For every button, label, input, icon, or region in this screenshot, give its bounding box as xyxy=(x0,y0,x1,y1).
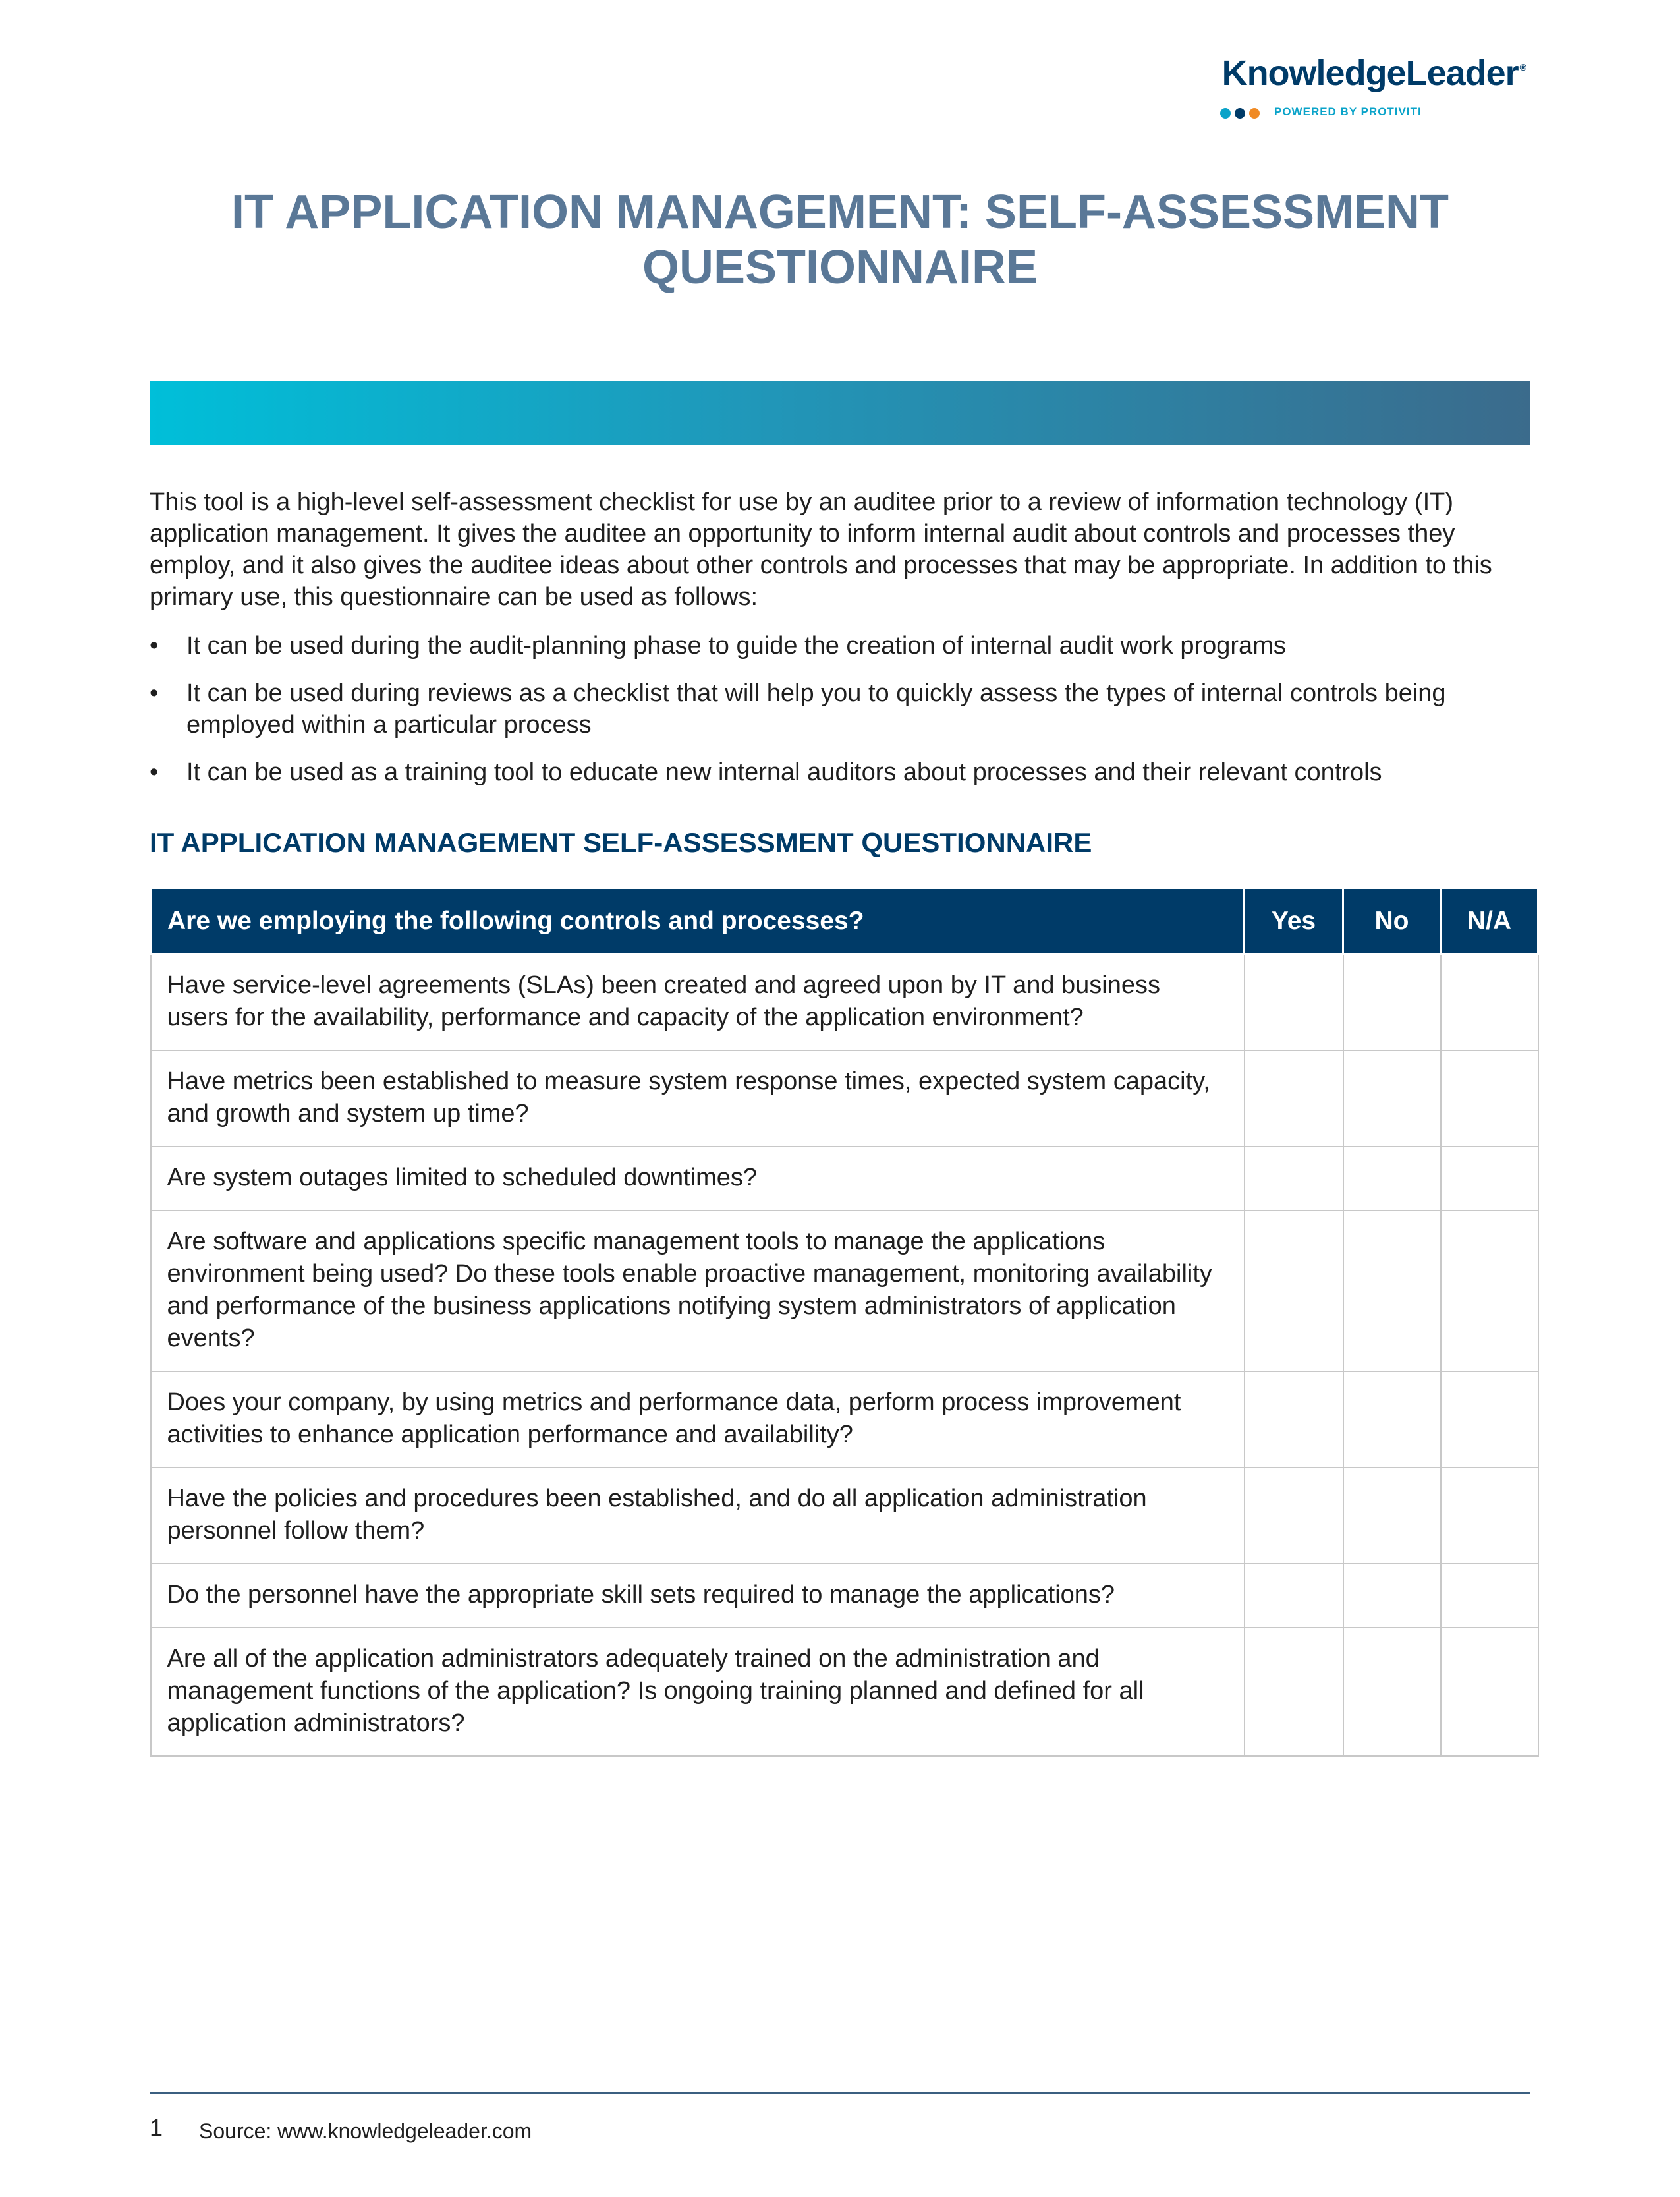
table-row xyxy=(151,954,1538,1051)
table-row xyxy=(151,1564,1538,1628)
question-cell: Does your company, by using metrics and performance data, perform process improvement activities to enhance application performance and availability? xyxy=(151,1371,1245,1468)
no-answer-cell[interactable] xyxy=(1343,1564,1441,1628)
question-cell: Have the policies and procedures been established, and do all application administration personnel follow them? xyxy=(151,1468,1245,1564)
no-answer-cell[interactable] xyxy=(1343,954,1441,1051)
question-cell: Are all of the application administrators adequately trained on the administration and management functions of the application? Is ongoing training planned and defined for all application administrators? xyxy=(151,1628,1245,1756)
na-answer-cell[interactable] xyxy=(1441,1371,1538,1468)
header-na: N/A xyxy=(1441,888,1538,954)
no-answer-cell[interactable] xyxy=(1343,1211,1441,1371)
question-cell: Are system outages limited to scheduled downtimes? xyxy=(151,1147,1245,1211)
section-heading: IT APPLICATION MANAGEMENT SELF-ASSESSMENT QUESTIONNAIRE xyxy=(150,827,1092,858)
logo-text: KnowledgeLeader xyxy=(1221,53,1519,93)
table-row xyxy=(151,1371,1538,1468)
logo-dot-1 xyxy=(1220,108,1231,119)
na-answer-cell[interactable] xyxy=(1441,1564,1538,1628)
na-answer-cell[interactable] xyxy=(1441,954,1538,1051)
no-answer-cell[interactable] xyxy=(1343,1371,1441,1468)
table-row xyxy=(151,1468,1538,1564)
logo-dot-2 xyxy=(1235,108,1245,119)
header-no: No xyxy=(1343,888,1441,954)
knowledgeleader-logo xyxy=(1157,53,1526,125)
list-item xyxy=(150,677,1530,741)
question-cell: Are software and applications specific management tools to manage the applications environment being used? Do these tools enable proactive management, monitoring availability and performance of the business applications notifying system administrators of application events? xyxy=(151,1211,1245,1371)
logo-dots-icon xyxy=(1219,107,1262,120)
bullet-text: It can be used as a training tool to educate new internal auditors about processes and their relevant controls xyxy=(186,758,1382,786)
header-gradient-banner xyxy=(150,381,1530,445)
table-row xyxy=(151,1147,1538,1211)
bullet-text: It can be used during the audit-planning phase to guide the creation of internal audit work programs xyxy=(186,632,1286,660)
no-answer-cell[interactable] xyxy=(1343,1468,1441,1564)
usage-bullet-list xyxy=(150,630,1530,804)
yes-answer-cell[interactable] xyxy=(1245,954,1343,1051)
question-cell: Have service-level agreements (SLAs) been created and agreed upon by IT and business users for the availability, performance and capacity of the application environment? xyxy=(151,954,1245,1051)
page-number: 1 xyxy=(150,2114,163,2141)
yes-answer-cell[interactable] xyxy=(1245,1211,1343,1371)
table-row xyxy=(151,1628,1538,1756)
bullet-text: It can be used during reviews as a checklist that will help you to quickly assess the types of internal controls being employed within a particular process xyxy=(186,679,1446,739)
na-answer-cell[interactable] xyxy=(1441,1211,1538,1371)
logo-tagline: POWERED BY PROTIVITI xyxy=(1274,105,1422,118)
yes-answer-cell[interactable] xyxy=(1245,1564,1343,1628)
list-item xyxy=(150,630,1530,662)
header-question: Are we employing the following controls and processes? xyxy=(151,888,1245,954)
registered-mark: ® xyxy=(1519,62,1526,72)
yes-answer-cell[interactable] xyxy=(1245,1050,1343,1147)
table-row xyxy=(151,1211,1538,1371)
na-answer-cell[interactable] xyxy=(1441,1147,1538,1211)
no-answer-cell[interactable] xyxy=(1343,1628,1441,1756)
source-citation: Source: www.knowledgeleader.com xyxy=(199,2119,532,2143)
question-cell: Do the personnel have the appropriate skill sets required to manage the applications? xyxy=(151,1564,1245,1628)
table-row xyxy=(151,1050,1538,1147)
bullet-icon: • xyxy=(150,632,159,660)
yes-answer-cell[interactable] xyxy=(1245,1147,1343,1211)
yes-answer-cell[interactable] xyxy=(1245,1371,1343,1468)
logo-dot-3 xyxy=(1249,108,1260,119)
header-yes: Yes xyxy=(1245,888,1343,954)
na-answer-cell[interactable] xyxy=(1441,1468,1538,1564)
no-answer-cell[interactable] xyxy=(1343,1147,1441,1211)
yes-answer-cell[interactable] xyxy=(1245,1468,1343,1564)
page-title: IT APPLICATION MANAGEMENT: SELF-ASSESSMENT QUESTIONNAIRE xyxy=(231,186,1449,294)
list-item xyxy=(150,756,1530,788)
bullet-icon: • xyxy=(150,758,159,786)
logo-wordmark xyxy=(1222,53,1526,94)
question-cell: Have metrics been established to measure system response times, expected system capacity, and growth and system up time? xyxy=(151,1050,1245,1147)
bullet-icon: • xyxy=(150,679,159,707)
na-answer-cell[interactable] xyxy=(1441,1050,1538,1147)
no-answer-cell[interactable] xyxy=(1343,1050,1441,1147)
footer-divider xyxy=(150,2092,1530,2094)
table-header-row xyxy=(151,888,1538,954)
yes-answer-cell[interactable] xyxy=(1245,1628,1343,1756)
intro-paragraph: This tool is a high-level self-assessment checklist for use by an auditee prior to a review of information technology (IT) application management. It gives the auditee an opportunity to inform internal audit about controls and processes they employ, and it also gives the auditee ideas about other controls and processes that may be appropriate. In addition to this primary use, this questionnaire can be used as follows: xyxy=(150,488,1492,611)
questionnaire-table xyxy=(150,887,1539,1757)
na-answer-cell[interactable] xyxy=(1441,1628,1538,1756)
